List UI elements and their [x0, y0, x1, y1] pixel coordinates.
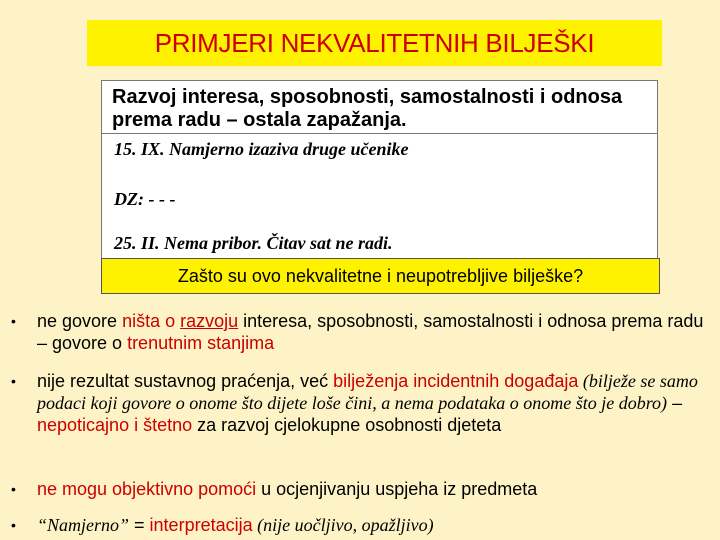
italic-note: “Namjerno” — [37, 515, 130, 535]
bullet-text — [37, 514, 713, 536]
text-run: interesa, sposobnosti, samostalnosti i odnosa prema radu – govore o — [37, 311, 704, 353]
text-run: ne govore — [37, 311, 123, 331]
note-entry: 15. IX. Namjerno izaziva druge učenike — [114, 139, 409, 159]
list-item — [8, 478, 713, 500]
text-run: nije rezultat sustavnog praćenja, već — [37, 371, 334, 391]
list-item — [8, 370, 713, 436]
bullet-text — [37, 310, 713, 354]
slide-title: PRIMJERI NEKVALITETNIH BILJEŠKI — [154, 27, 595, 58]
highlight-text: razvoju — [180, 311, 239, 331]
question-text: Zašto su ovo nekvalitetne i neupotrebljive bilješke? — [177, 265, 584, 286]
list-item — [8, 310, 713, 354]
text-run: u ocjenjivanju uspjeha iz predmeta — [256, 479, 538, 499]
bullet-text — [37, 478, 713, 500]
bullet-dot: • — [11, 313, 16, 329]
highlight-text: bilježenja incidentnih događaja — [333, 371, 579, 391]
note-entry: DZ: - - - — [114, 189, 176, 209]
italic-note: (bilježe se samo podaci koji govore o onome što dijete loše čini, a nema podataka o onome što je dobro) — [37, 371, 698, 413]
notes-example-box — [101, 80, 658, 260]
notes-heading: Razvoj interesa, sposobnosti, samostalnosti i odnosa prema radu – ostala zapažanja. — [112, 86, 623, 131]
italic-note: (nije uočljivo, opažljivo) — [252, 515, 434, 535]
highlight-text: ništa o — [122, 311, 181, 331]
text-run: za razvoj cjelokupne osobnosti djeteta — [192, 415, 502, 435]
question-box — [101, 258, 660, 294]
highlight-text: nepoticajno i štetno — [37, 415, 193, 435]
bullet-text — [37, 370, 713, 436]
bullet-dot: • — [11, 481, 16, 497]
list-item — [8, 514, 713, 536]
text-run: – — [667, 393, 683, 413]
divider — [102, 133, 657, 134]
highlight-text: trenutnim stanjima — [127, 333, 275, 353]
note-entry: 25. II. Nema pribor. Čitav sat ne radi. — [114, 233, 393, 253]
highlight-text: ne mogu objektivno pomoći — [37, 479, 257, 499]
text-run: = — [129, 515, 150, 535]
slide-title-box — [87, 20, 662, 66]
bullet-dot: • — [11, 373, 16, 389]
bullet-dot: • — [11, 517, 16, 533]
highlight-text: interpretacija — [149, 515, 253, 535]
